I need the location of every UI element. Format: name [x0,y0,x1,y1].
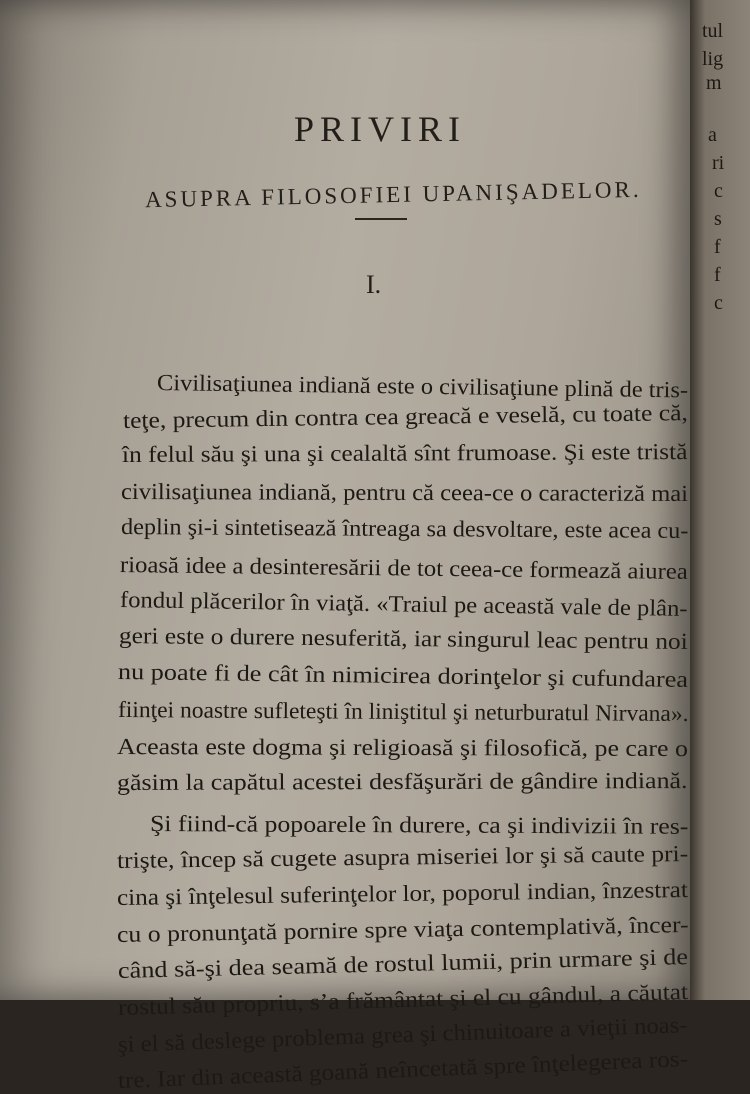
text-line: găsim la capătul acestei desfăşurări de gândire indiană. [116,768,688,795]
text-line: tre. Iar din această goană neîncetată spre înţelegerea ros- [117,1046,689,1093]
text-line: Şi fiind-că popoarele în durere, ca şi indivizii în res- [149,811,689,839]
text-line: cina şi înţelesul suferinţelor lor, poporul indian, înzestrat [116,877,689,910]
text-line: şi el să deslege problema grea şi chinuitoare a vieţii noas- [117,1012,688,1057]
text-line: cu o pronunţată pornire spre viaţa contemplativă, încer- [116,912,689,947]
page-title: PRIVIRI [293,109,466,149]
page-fragment: s [714,208,722,230]
page-fragment: c [714,180,723,202]
adjacent-page-edge [690,0,750,1000]
page-fragment: f [714,236,721,258]
text-line: rioasă idee a desinteresării de tot ceea-ce formează aiurea [119,552,688,584]
page-subtitle: ASUPRA FILOSOFIEI UPANIŞADELOR. [144,176,642,213]
page-fragment: ri [712,152,725,174]
section-number: I. [366,270,382,299]
text-line: teţe, precum din contra cea greacă e veselă, cu toate că, [122,400,688,433]
page-fragment: a [708,124,717,146]
page-fragment: m [706,72,722,94]
text-line: civilisaţiunea indiană, pentru că ceea-ce o caracteriză mai [120,479,689,506]
page-fragment: lig [702,48,724,70]
page-fragment: f [714,264,721,286]
page-fragment: tul [702,20,724,42]
text-line: fiinţei noastre sufleteşti în liniştitul şi neturburatul Nirvana». [117,697,689,726]
divider-rule [355,218,407,220]
text-line: geri este o durere nesuferită, iar singurul leac pentru noi [118,623,688,654]
page-fragment: c [714,292,723,314]
text-line: fondul plăcerilor în viaţă. «Traiul pe această vale de plân- [119,587,688,621]
text-line: când să-şi dea seamă de rostul lumii, prin urmare şi de [117,944,689,983]
text-line: deplin şi-i sintetisează întreaga sa desvoltare, este acea cu- [120,514,689,543]
text-line: Aceasta este dogma şi religioasă şi filosofică, pe care o [116,734,689,761]
text-line: în felul său şi una şi cealaltă sînt frumoase. Şi este tristă [121,439,688,467]
text-line: trişte, încep să cugete asupra miseriei lor şi să caute pri- [116,841,689,873]
text-line: Civilisaţiunea indiană este o civilisaţiune plină de tris- [156,370,689,403]
text-line: rostul său propriu, s’a frământat şi el cu gândul, a căutat [117,979,689,1020]
text-line: nu poate fi de cât în nimicirea dorinţelor şi cufundarea [117,659,689,692]
